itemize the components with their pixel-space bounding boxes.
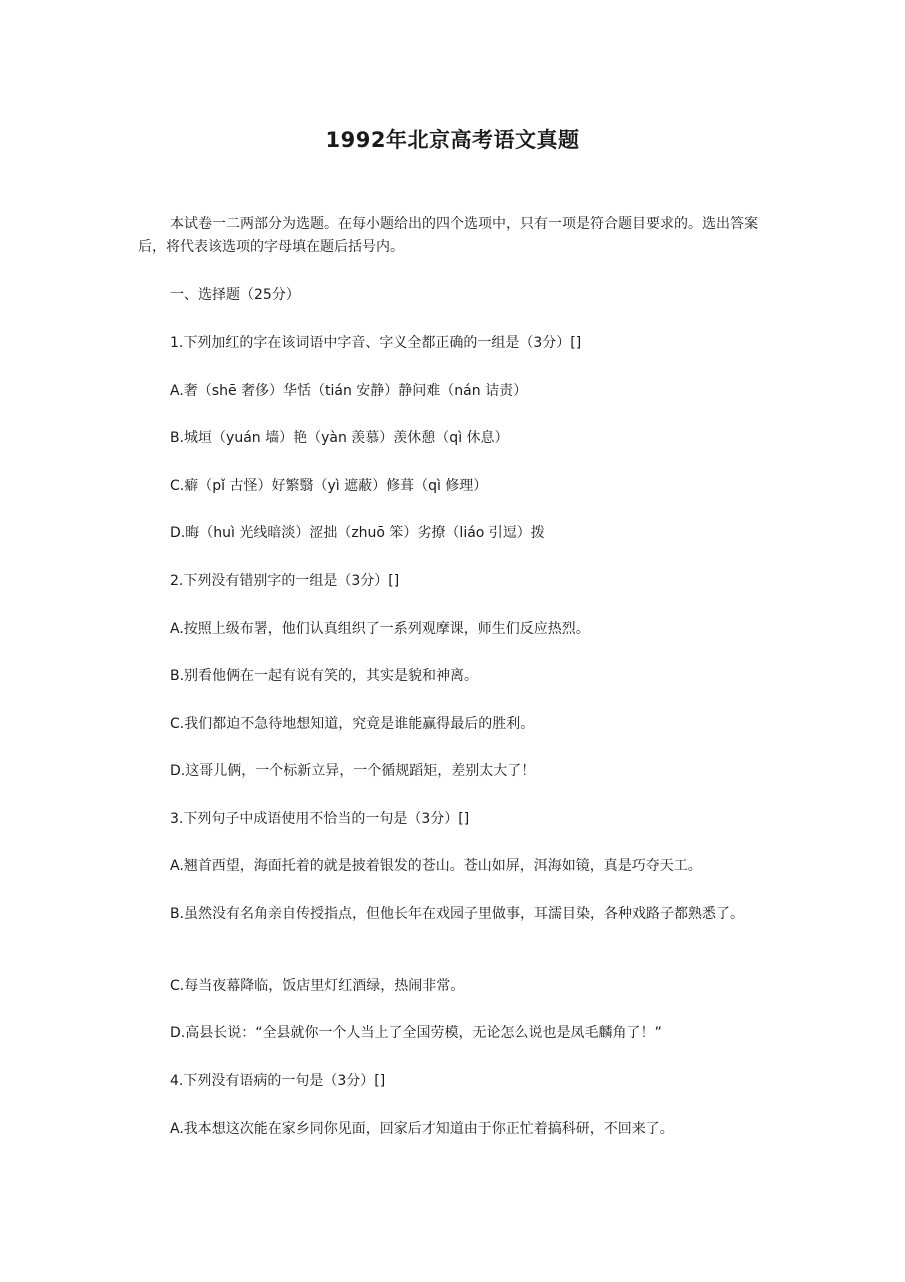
- question-option: B.城垣（yuán 墙）艳（yàn 羡慕）羡休憩（qì 休息）: [170, 430, 509, 446]
- question-option: B.别看他俩在一起有说有笑的，其实是貌和神离。: [170, 668, 479, 684]
- question-option: D.这哥儿俩，一个标新立异，一个循规蹈矩，差别太大了！: [170, 763, 536, 779]
- question-option: C.癖（pǐ 古怪）好繁翳（yì 遮蔽）修葺（qì 修理）: [170, 478, 488, 494]
- question-stem: 3.下列句子中成语使用不恰当的一句是（3分）[]: [170, 811, 470, 827]
- question-stem: 1.下列加红的字在该词语中字音、字义全都正确的一组是（3分）[]: [170, 335, 582, 351]
- question-option: A.我本想这次能在家乡同你见面，回家后才知道由于你正忙着搞科研，不回来了。: [170, 1121, 674, 1137]
- document-title: 1992年北京高考语文真题: [325, 128, 580, 152]
- question-option: A.奢（shē 奢侈）华恬（tián 安静）静问难（nán 诘责）: [170, 383, 528, 399]
- question-option: D.晦（huì 光线暗淡）涩拙（zhuō 笨）劣撩（liáo 引逗）拨: [170, 525, 545, 541]
- question-option: A.按照上级布署，他们认真组织了一系列观摩课，师生们反应热烈。: [170, 621, 590, 637]
- question-stem: 4.下列没有语病的一句是（3分）[]: [170, 1073, 386, 1089]
- question-option: C.每当夜幕降临，饭店里灯红酒绿，热闹非常。: [170, 978, 465, 994]
- question-stem: 2.下列没有错别字的一组是（3分）[]: [170, 573, 400, 589]
- question-option: C.我们都迫不急待地想知道，究竟是谁能赢得最后的胜利。: [170, 716, 535, 732]
- intro-paragraph: 本试卷一二两部分为选题。在每小题给出的四个选项中，只有一项是符合题目要求的。选出答案后，将代表该选项的字母填在题后括号内。: [138, 216, 758, 255]
- question-option: A.翘首西望，海面托着的就是披着银发的苍山。苍山如屏，洱海如镜，真是巧夺天工。: [170, 858, 702, 874]
- question-option: D.高县长说：“全县就你一个人当上了全国劳模，无论怎么说也是凤毛麟角了！”: [170, 1025, 662, 1041]
- question-option: B.虽然没有名角亲自传授指点，但他长年在戏园子里做事，耳濡目染，各种戏路子都熟悉了。: [170, 906, 745, 922]
- section-heading: 一、选择题（25分）: [170, 287, 300, 303]
